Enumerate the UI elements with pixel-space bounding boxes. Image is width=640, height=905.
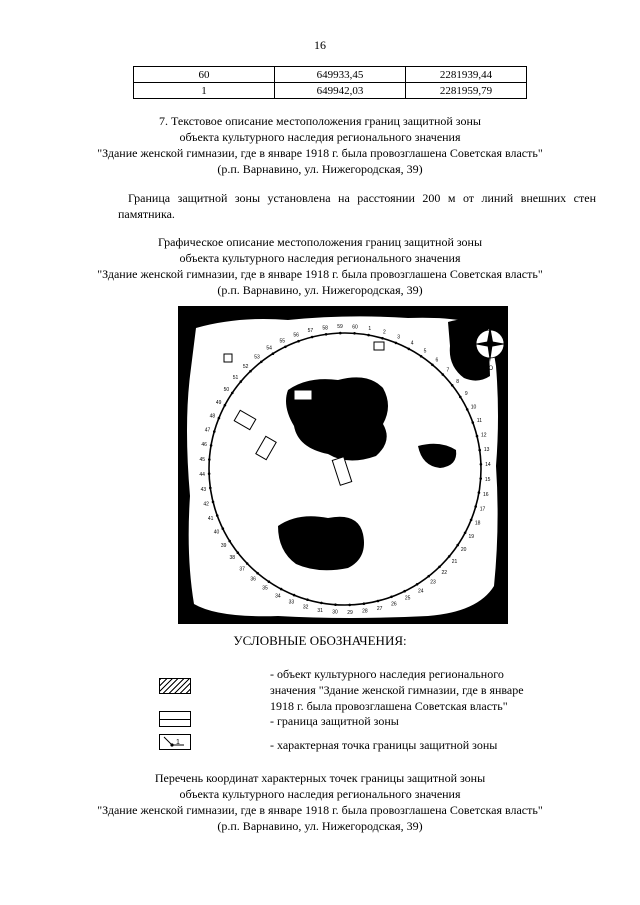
heading-line: объекта культурного наследия регионального значения <box>179 130 461 144</box>
boundary-point-label: 41 <box>207 515 214 522</box>
boundary-point <box>297 340 300 343</box>
boundary-point-label: 8 <box>456 379 460 385</box>
boundary-point-label: 17 <box>479 506 486 513</box>
building <box>294 390 312 400</box>
boundary-point <box>311 336 314 339</box>
boundary-point-label: 21 <box>451 558 458 565</box>
point-marker-icon <box>160 735 190 749</box>
heading-line: 7. Текстовое описание местоположения границ защитной зоны <box>159 114 481 128</box>
boundary-point <box>272 352 275 355</box>
legend-object-description <box>270 666 600 714</box>
boundary-point <box>231 392 234 395</box>
zone-boundary-symbol <box>159 711 191 727</box>
heading-line: (р.п. Варнавино, ул. Нижегородская, 39) <box>217 162 423 176</box>
boundary-point-label: 48 <box>209 413 216 420</box>
boundary-point-label: 10 <box>470 404 477 411</box>
boundary-point <box>377 600 380 603</box>
compass-west-label: З <box>472 343 476 349</box>
boundary-point <box>367 334 370 337</box>
boundary-point-label: 32 <box>302 604 309 611</box>
coordinate-table <box>133 66 527 99</box>
boundary-point <box>479 477 482 480</box>
boundary-point-label: 46 <box>201 442 207 449</box>
boundary-point-label: 19 <box>468 534 475 541</box>
boundary-point <box>478 491 481 494</box>
boundary-point <box>284 346 287 349</box>
boundary-point <box>208 458 211 461</box>
boundary-point <box>381 337 384 340</box>
legend-zone-boundary: - граница защитной зоны <box>270 714 399 728</box>
boundary-point-label: 55 <box>279 338 286 345</box>
boundary-point <box>339 332 342 335</box>
boundary-point <box>260 361 263 364</box>
boundary-point-label: 54 <box>266 345 272 352</box>
boundary-point-label: 39 <box>220 542 227 549</box>
boundary-point <box>353 332 356 335</box>
boundary-point <box>306 598 309 601</box>
table-cell: 1 <box>134 83 275 99</box>
boundary-point-label: 5 <box>423 348 427 355</box>
boundary-point-label: 36 <box>250 576 256 583</box>
boundary-point-label: 50 <box>223 387 230 393</box>
boundary-point <box>240 380 243 383</box>
boundary-point-label: 22 <box>441 569 448 576</box>
legend-title: УСЛОВНЫЕ ОБОЗНАЧЕНИЯ: <box>233 633 407 648</box>
boundary-point-label: 6 <box>435 357 439 364</box>
boundary-point <box>246 562 249 565</box>
boundary-point-label: 38 <box>229 555 236 561</box>
boundary-point <box>325 333 328 336</box>
boundary-point <box>348 604 351 607</box>
boundary-point <box>224 404 227 407</box>
boundary-point <box>442 373 445 376</box>
boundary-point-label: 33 <box>288 599 295 606</box>
boundary-point-label: 31 <box>317 607 323 614</box>
boundary-point <box>256 572 259 575</box>
boundary-point <box>474 505 477 508</box>
coord-list-heading <box>0 770 640 834</box>
boundary-point-label: 18 <box>474 520 481 527</box>
boundary-point-label: 12 <box>481 432 487 439</box>
boundary-point-label: 26 <box>391 601 397 608</box>
boundary-point <box>470 519 473 522</box>
boundary-point <box>228 540 231 543</box>
boundary-point <box>464 532 467 535</box>
heritage-object-symbol <box>159 678 191 694</box>
page-number: 16 <box>314 38 326 52</box>
boundary-point <box>438 566 441 569</box>
boundary-point-label: 51 <box>232 375 239 382</box>
boundary-point-label: 57 <box>307 328 314 335</box>
boundary-point <box>476 435 479 438</box>
heading-line: Графическое описание местоположения границ защитной зоны <box>157 235 483 249</box>
table-row <box>134 67 527 83</box>
boundary-point-label: 4 <box>410 340 414 347</box>
boundary-point <box>395 342 398 345</box>
boundary-point-label: 3 <box>397 334 400 341</box>
boundary-point-label: 52 <box>242 364 249 371</box>
boundary-point <box>293 594 296 597</box>
table-row <box>134 83 527 99</box>
boundary-point-label: 15 <box>484 477 491 483</box>
boundary-point-label: 9 <box>464 391 468 398</box>
boundary-point <box>451 384 454 387</box>
boundary-point <box>249 370 252 373</box>
boundary-point <box>210 444 213 447</box>
boundary-point <box>431 364 434 367</box>
table-cell: 2281959,79 <box>406 83 527 99</box>
boundary-point <box>237 551 240 554</box>
heading-line: (р.п. Варнавино, ул. Нижегородская, 39) <box>217 283 423 297</box>
heading-line: "Здание женской гимназии, где в январе 1918 г. была провозглашена Советская власть" <box>97 146 543 160</box>
boundary-point-label: 60 <box>352 324 358 331</box>
heading-line: "Здание женской гимназии, где в январе 1918 г. была провозглашена Советская власть" <box>97 803 543 817</box>
boundary-point <box>456 544 459 547</box>
boundary-point <box>320 602 323 605</box>
boundary-point <box>427 575 430 578</box>
boundary-point <box>472 421 475 424</box>
table-cell: 2281939,44 <box>406 67 527 83</box>
table-cell: 60 <box>134 67 275 83</box>
boundary-point <box>218 417 221 420</box>
boundary-point-label: 14 <box>485 462 491 468</box>
boundary-point-label: 37 <box>239 566 245 573</box>
boundary-point-label: 29 <box>347 609 353 616</box>
boundary-point-label: 49 <box>215 399 222 406</box>
boundary-point-label: 43 <box>200 486 207 493</box>
boundary-point-label: 47 <box>204 427 211 434</box>
boundary-point-label: 53 <box>254 354 260 361</box>
heading-line: объекта культурного наследия регионального значения <box>179 787 461 801</box>
boundary-point <box>480 463 483 466</box>
legend-line: 1918 г. была провозглашена Советская власть" <box>270 699 508 713</box>
boundary-point <box>208 472 211 475</box>
compass-south-label: Ю <box>486 366 494 372</box>
boundary-point-label: 2 <box>383 329 386 336</box>
boundary-point-label: 13 <box>483 447 490 454</box>
boundary-point <box>334 603 337 606</box>
boundary-point <box>448 555 451 558</box>
boundary-point-label: 34 <box>275 593 281 600</box>
building <box>374 342 384 350</box>
boundary-point <box>390 596 393 599</box>
boundary-point-label: 45 <box>199 457 206 463</box>
building <box>224 354 232 362</box>
heading-line: объекта культурного наследия регионального значения <box>179 251 461 265</box>
boundary-point <box>212 501 215 504</box>
boundary-point-label: 7 <box>446 367 450 374</box>
boundary-point-label: 56 <box>293 332 299 339</box>
boundary-paragraph: Граница защитной зоны установлена на расстоянии 200 м от линий внешних стен памятника. <box>118 191 596 221</box>
boundary-point <box>280 588 283 591</box>
boundary-point <box>416 583 419 586</box>
boundary-point-label: 11 <box>476 418 483 425</box>
graphic-section-heading <box>0 234 640 298</box>
boundary-point <box>268 580 271 583</box>
boundary-point-label: 58 <box>322 325 328 332</box>
boundary-point-label: 30 <box>332 609 338 616</box>
boundary-point <box>408 348 411 351</box>
boundary-point-label: 23 <box>430 579 436 586</box>
heading-line: (р.п. Варнавино, ул. Нижегородская, 39) <box>217 819 423 833</box>
boundary-point-label: 27 <box>376 605 383 612</box>
boundary-point-label: 16 <box>483 491 489 498</box>
boundary-point-label: 42 <box>203 501 209 508</box>
boundary-point <box>222 527 225 530</box>
table-cell: 649933,45 <box>275 67 406 83</box>
boundary-point <box>213 430 216 433</box>
section-heading <box>0 113 640 177</box>
boundary-point <box>459 396 462 399</box>
boundary-point-label: 40 <box>213 529 220 536</box>
boundary-point-label: 20 <box>460 547 467 553</box>
boundary-point <box>466 408 469 411</box>
boundary-point-label: 24 <box>418 588 424 595</box>
boundary-point-label: 28 <box>362 608 368 615</box>
boundary-point <box>216 514 219 517</box>
boundary-point-label: 44 <box>199 472 205 478</box>
legend-line: значения "Здание женской гимназии, где в январе <box>270 683 524 697</box>
heading-line: "Здание женской гимназии, где в январе 1918 г. была провозглашена Советская власть" <box>97 267 543 281</box>
boundary-point <box>209 487 212 490</box>
boundary-point <box>478 449 481 452</box>
heading-line: Перечень координат характерных точек границы защитной зоны <box>154 771 486 785</box>
boundary-point-label: 35 <box>262 585 268 592</box>
boundary-point-label: 59 <box>337 324 343 331</box>
boundary-point-label: 25 <box>404 595 411 602</box>
boundary-point <box>420 355 423 358</box>
compass-north-label: С <box>487 319 493 325</box>
boundary-point <box>403 590 406 593</box>
protection-zone-map <box>178 306 508 624</box>
table-cell: 649942,03 <box>275 83 406 99</box>
boundary-point-label: 1 <box>368 326 372 333</box>
boundary-point-symbol <box>159 734 191 750</box>
legend-line: - объект культурного наследия регионального <box>270 667 504 681</box>
legend-boundary-point: - характерная точка границы защитной зоны <box>270 738 498 752</box>
compass-east-label: В <box>503 343 508 349</box>
point-symbol-number: 1 <box>176 739 180 746</box>
boundary-point <box>363 602 366 605</box>
